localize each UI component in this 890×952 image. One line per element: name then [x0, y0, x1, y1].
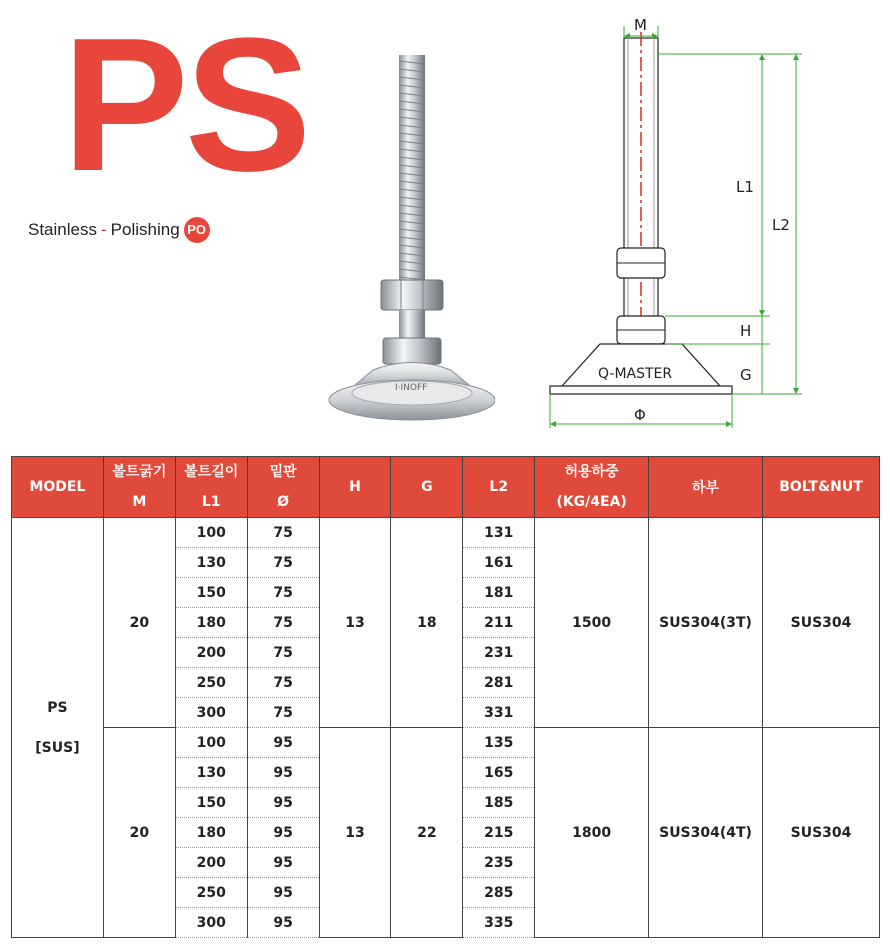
phi-cell: 95: [247, 848, 319, 878]
header-bolt: BOLT&NUT: [763, 457, 880, 518]
m-cell: 20: [103, 728, 175, 938]
bolt-cell: SUS304: [763, 728, 880, 938]
l2-cell: 235: [463, 848, 535, 878]
h-cell: 13: [319, 518, 391, 728]
phi-cell: 75: [247, 578, 319, 608]
l1-cell: 150: [175, 788, 247, 818]
header-row: [12, 457, 880, 518]
l2-cell: 215: [463, 818, 535, 848]
phi-cell: 75: [247, 608, 319, 638]
phi-cell: 95: [247, 728, 319, 758]
brand-tagline: [28, 217, 210, 243]
bolt-cell: SUS304: [763, 518, 880, 728]
table-row: [12, 518, 880, 548]
load-cell: 1800: [535, 728, 649, 938]
dim-phi-label: Φ: [634, 406, 646, 424]
l2-cell: 281: [463, 668, 535, 698]
header-m: 볼트굵기 M: [103, 457, 175, 518]
tagline-dash: -: [100, 220, 107, 239]
technical-drawing: [540, 10, 810, 435]
l1-cell: 150: [175, 578, 247, 608]
load-cell: 1500: [535, 518, 649, 728]
l2-cell: 331: [463, 698, 535, 728]
base-cell: SUS304(3T): [649, 518, 763, 728]
phi-cell: 75: [247, 518, 319, 548]
h-cell: 13: [319, 728, 391, 938]
l1-cell: 130: [175, 758, 247, 788]
l1-cell: 250: [175, 878, 247, 908]
l1-cell: 200: [175, 638, 247, 668]
l1-cell: 300: [175, 698, 247, 728]
l1-cell: 180: [175, 818, 247, 848]
phi-cell: 95: [247, 788, 319, 818]
dim-g-label: G: [740, 366, 752, 384]
l2-cell: 131: [463, 518, 535, 548]
l2-cell: 285: [463, 878, 535, 908]
base-cell: SUS304(4T): [649, 728, 763, 938]
l2-cell: 231: [463, 638, 535, 668]
l2-cell: 335: [463, 908, 535, 938]
base-engraving: I·INOFF: [395, 383, 428, 393]
m-cell: 20: [103, 518, 175, 728]
dim-l2-label: L2: [772, 216, 790, 234]
l2-cell: 135: [463, 728, 535, 758]
tagline-polishing: Polishing: [110, 220, 180, 239]
l2-cell: 161: [463, 548, 535, 578]
product-photo: [325, 55, 495, 425]
phi-cell: 75: [247, 698, 319, 728]
l1-cell: 100: [175, 728, 247, 758]
phi-cell: 75: [247, 668, 319, 698]
header-h: H: [319, 457, 391, 518]
l2-cell: 165: [463, 758, 535, 788]
header-l2: L2: [463, 457, 535, 518]
header-load: 허용하중 (KG/4EA): [535, 457, 649, 518]
l1-cell: 200: [175, 848, 247, 878]
l2-cell: 185: [463, 788, 535, 818]
po-badge-icon: PO: [184, 217, 210, 243]
model-cell: [12, 518, 104, 938]
phi-cell: 95: [247, 758, 319, 788]
phi-cell: 95: [247, 818, 319, 848]
tagline-stainless: Stainless: [28, 220, 97, 239]
model-name: PS: [47, 699, 68, 716]
phi-cell: 75: [247, 638, 319, 668]
l1-cell: 250: [175, 668, 247, 698]
header-l1: 볼트길이 L1: [175, 457, 247, 518]
dim-h-label: H: [740, 322, 752, 340]
l1-cell: 300: [175, 908, 247, 938]
phi-cell: 75: [247, 548, 319, 578]
spec-table: [11, 456, 880, 938]
g-cell: 22: [391, 728, 463, 938]
phi-cell: 95: [247, 908, 319, 938]
l2-cell: 211: [463, 608, 535, 638]
phi-cell: 95: [247, 878, 319, 908]
drawing-base-text: Q-MASTER: [598, 366, 673, 382]
l1-cell: 130: [175, 548, 247, 578]
l1-cell: 180: [175, 608, 247, 638]
header-model: MODEL: [12, 457, 104, 518]
l1-cell: 100: [175, 518, 247, 548]
header-base: 하부: [649, 457, 763, 518]
g-cell: 18: [391, 518, 463, 728]
table-row: [12, 728, 880, 758]
model-sub: [SUS]: [35, 739, 80, 756]
brand-logo: PS: [62, 0, 308, 211]
dim-l1-label: L1: [736, 178, 754, 196]
header-phi: 밑판 Ø: [247, 457, 319, 518]
l2-cell: 181: [463, 578, 535, 608]
dim-m-label: M: [634, 16, 647, 34]
header-g: G: [391, 457, 463, 518]
